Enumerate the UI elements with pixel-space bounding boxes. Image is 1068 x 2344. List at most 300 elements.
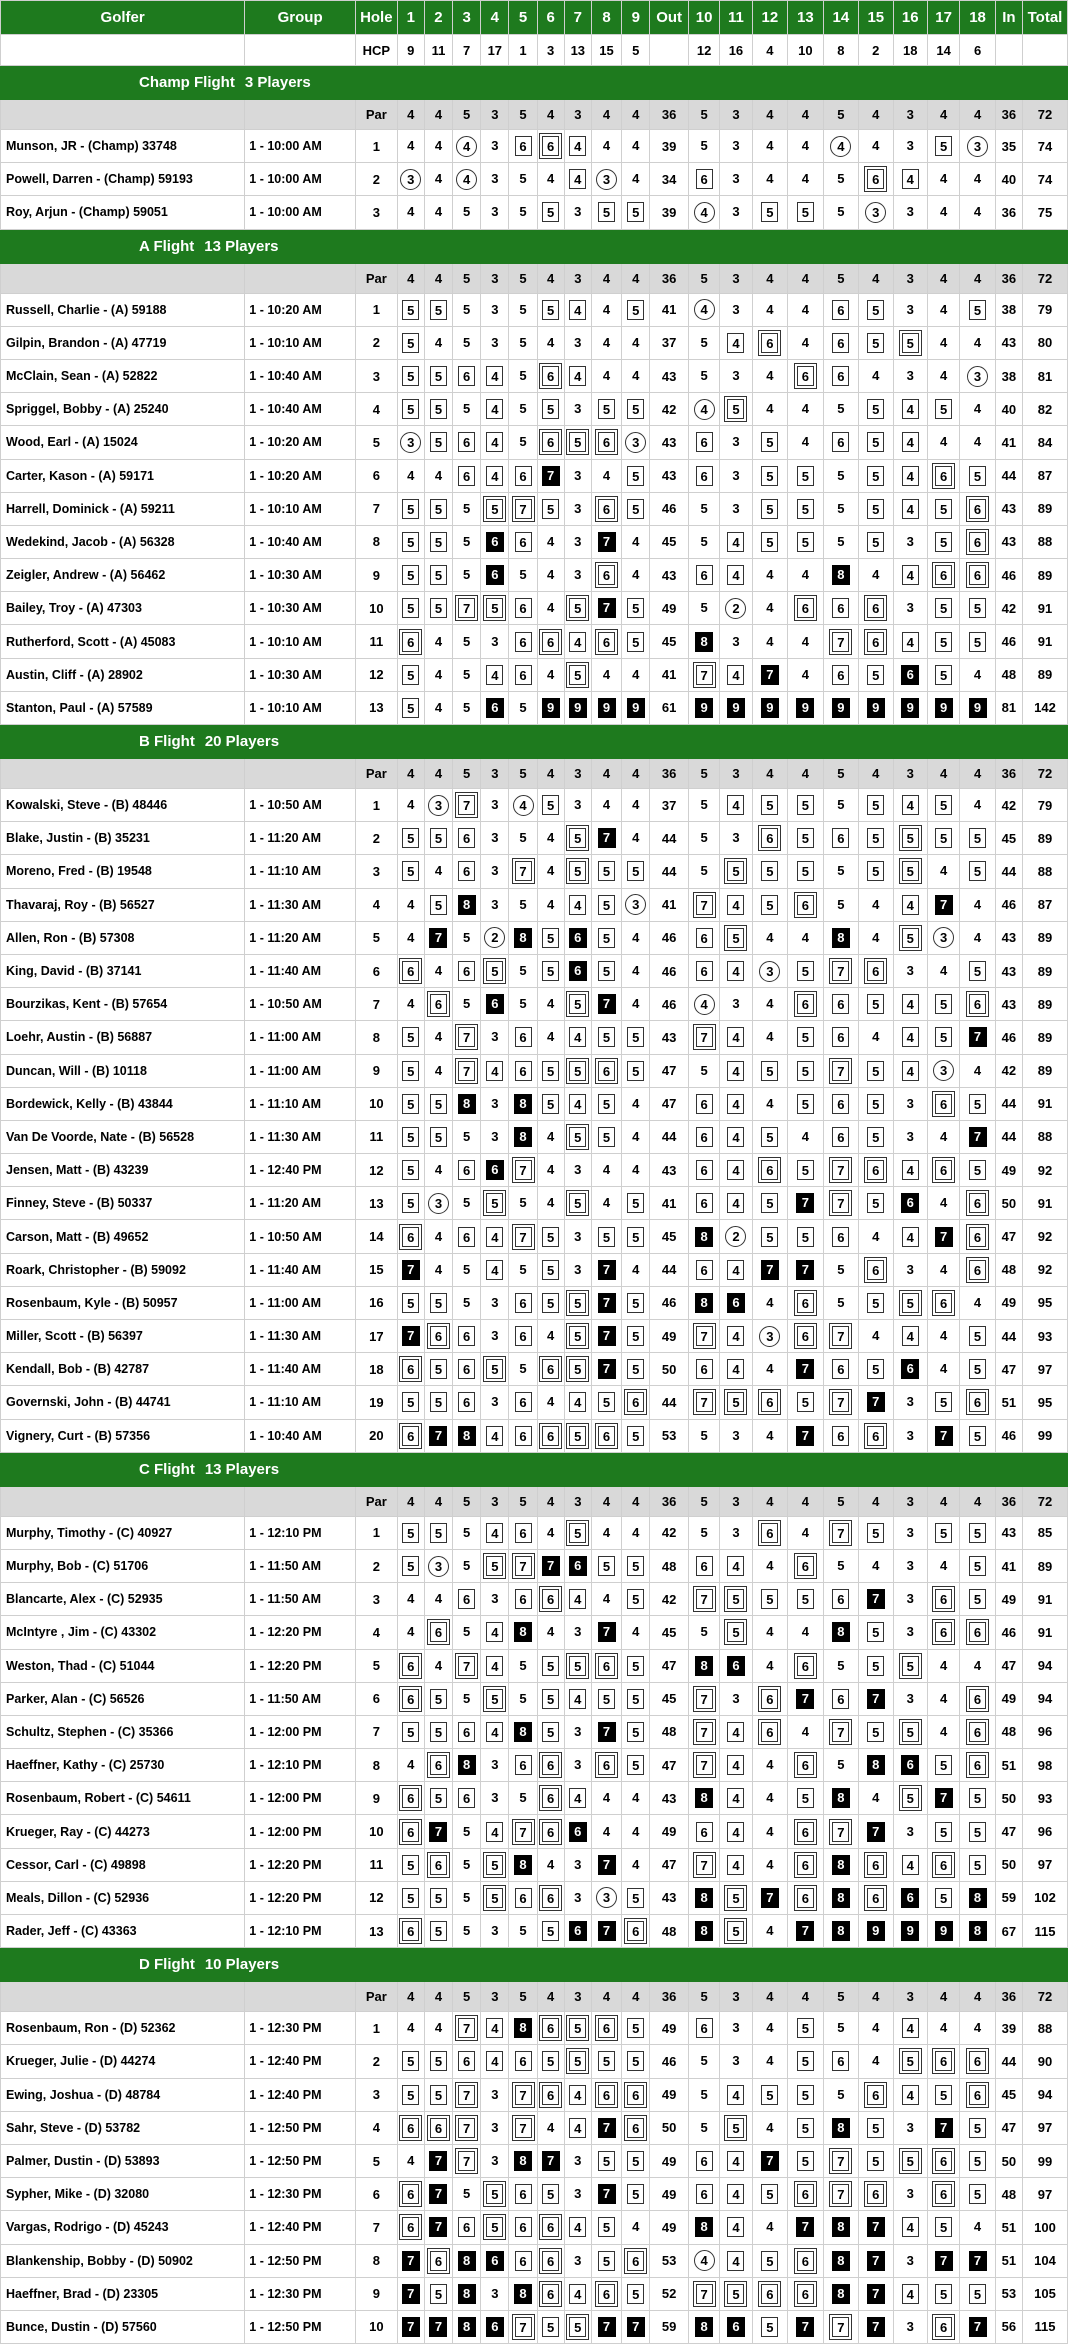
- hole-score: 7: [867, 1589, 885, 1609]
- hole-score: 6: [486, 2317, 504, 2337]
- player-position: 11: [355, 1848, 397, 1881]
- hole-score-cell: [453, 1915, 481, 1948]
- hole-score-cell: [591, 2244, 621, 2277]
- golfer-name[interactable]: Rosenbaum, Robert - (C) 54611: [1, 1782, 245, 1815]
- hole-score: 4: [632, 171, 640, 187]
- hole-score-cell: [788, 1815, 823, 1848]
- player-row[interactable]: [1, 2310, 1068, 2343]
- hole-score-cell: [397, 888, 424, 921]
- golfer-name[interactable]: Rader, Jeff - (C) 43363: [1, 1915, 245, 1948]
- hole-score: 4: [801, 633, 809, 649]
- golfer-name[interactable]: Wood, Earl - (A) 15024: [1, 426, 245, 459]
- golfer-name[interactable]: Zeigler, Andrew - (A) 56462: [1, 559, 245, 592]
- hole-score-cell: [720, 2211, 752, 2244]
- hole-score: 5: [598, 1392, 615, 1412]
- player-row[interactable]: [1, 1915, 1068, 1948]
- hole-score: 6: [542, 1755, 559, 1775]
- par-value: 4: [859, 100, 893, 130]
- hole-score-cell: [788, 592, 823, 625]
- hole-score: 5: [969, 598, 986, 618]
- golfer-name[interactable]: Blankenship, Bobby - (D) 50902: [1, 2244, 245, 2277]
- hole-score: 6: [402, 1822, 419, 1842]
- hole-score: 4: [569, 1094, 586, 1114]
- golfer-name[interactable]: Weston, Thad - (C) 51044: [1, 1649, 245, 1682]
- hole-score: 6: [542, 2085, 559, 2105]
- hole-score: 3: [732, 1427, 740, 1443]
- hole-score: 5: [430, 565, 447, 585]
- hole-score: 7: [969, 1027, 987, 1047]
- hole-score-cell: [591, 1848, 621, 1881]
- player-row[interactable]: [1, 525, 1068, 558]
- golfer-name[interactable]: Haeffner, Kathy - (C) 25730: [1, 1749, 245, 1782]
- golfer-name[interactable]: Rutherford, Scott - (A) 45083: [1, 625, 245, 658]
- col-hole-9[interactable]: 9: [622, 1, 650, 35]
- hole-score: 5: [430, 399, 447, 419]
- golfer-name[interactable]: Rosenbaum, Ron - (D) 52362: [1, 2012, 245, 2045]
- hole-score-cell: [397, 1549, 424, 1582]
- golfer-name[interactable]: Carter, Kason - (A) 59171: [1, 459, 245, 492]
- golfer-name[interactable]: Thavaraj, Roy - (B) 56527: [1, 888, 245, 921]
- player-row[interactable]: [1, 1649, 1068, 1682]
- hole-score: 4: [766, 1029, 774, 1045]
- golfer-name[interactable]: Harrell, Dominick - (A) 59211: [1, 492, 245, 525]
- player-row[interactable]: [1, 1616, 1068, 1649]
- player-row[interactable]: [1, 1253, 1068, 1286]
- golfer-name[interactable]: Haeffner, Brad - (D) 23305: [1, 2277, 245, 2310]
- hole-score: 6: [969, 2085, 986, 2105]
- golfer-name[interactable]: Bourzikas, Kent - (B) 57654: [1, 988, 245, 1021]
- golfer-name[interactable]: Rosenbaum, Kyle - (B) 50957: [1, 1286, 245, 1319]
- hole-score-cell: [622, 459, 650, 492]
- col-out[interactable]: Out: [650, 1, 689, 35]
- golfer-name[interactable]: Loehr, Austin - (B) 56887: [1, 1021, 245, 1054]
- col-hole-6[interactable]: 6: [537, 1, 564, 35]
- player-row[interactable]: [1, 1715, 1068, 1748]
- player-row[interactable]: [1, 2244, 1068, 2277]
- col-hole-10[interactable]: 10: [688, 1, 719, 35]
- col-golfer[interactable]: Golfer: [1, 1, 245, 35]
- hole-score: 4: [602, 301, 611, 317]
- col-hole-3[interactable]: 3: [453, 1, 481, 35]
- hole-score: 4: [407, 2153, 415, 2169]
- hole-score-cell: [960, 2045, 995, 2078]
- col-hole-12[interactable]: 12: [752, 1, 787, 35]
- hole-score: 7: [515, 2118, 532, 2138]
- par-value: 4: [859, 759, 893, 789]
- grand-total: 91: [1022, 625, 1067, 658]
- hole-score-cell: [823, 1220, 858, 1253]
- hole-score-cell: [893, 855, 927, 888]
- golfer-name[interactable]: Powell, Darren - (Champ) 59193: [1, 163, 245, 196]
- hole-score-cell: [720, 1220, 752, 1253]
- player-row[interactable]: [1, 1120, 1068, 1153]
- hole-score-cell: [591, 2012, 621, 2045]
- player-row[interactable]: [1, 888, 1068, 921]
- player-row[interactable]: [1, 2078, 1068, 2111]
- golfer-name[interactable]: Meals, Dillon - (C) 52936: [1, 1881, 245, 1914]
- hole-score: 6: [867, 1855, 884, 1875]
- golfer-name[interactable]: Kowalski, Steve - (B) 48446: [1, 789, 245, 822]
- hole-score-cell: [564, 1649, 591, 1682]
- par-value: 4: [927, 759, 959, 789]
- player-row[interactable]: [1, 459, 1068, 492]
- out-total: 50: [650, 1353, 689, 1386]
- golfer-name[interactable]: Wedekind, Jacob - (A) 56328: [1, 525, 245, 558]
- player-row[interactable]: [1, 658, 1068, 691]
- hole-score-cell: [397, 789, 424, 822]
- hole-score-cell: [720, 1054, 752, 1087]
- golfer-name[interactable]: Miller, Scott - (B) 56397: [1, 1320, 245, 1353]
- hole-score-cell: [960, 1549, 995, 1582]
- player-row[interactable]: [1, 1187, 1068, 1220]
- hole-score-cell: [424, 426, 452, 459]
- hole-score-cell: [424, 988, 452, 1021]
- hole-score: 3: [732, 1690, 740, 1706]
- hole-score: 5: [867, 1622, 884, 1642]
- hole-score: 5: [569, 432, 586, 452]
- golfer-name[interactable]: Vargas, Rodrigo - (D) 45243: [1, 2211, 245, 2244]
- golfer-name[interactable]: Murphy, Timothy - (C) 40927: [1, 1516, 245, 1549]
- hole-score: 5: [598, 2151, 615, 2171]
- hole-score-cell: [688, 1848, 719, 1881]
- hole-score: 4: [902, 994, 919, 1014]
- hole-score: 5: [837, 467, 845, 483]
- player-row[interactable]: [1, 921, 1068, 954]
- player-row[interactable]: [1, 1021, 1068, 1054]
- hole-score: 9: [935, 1921, 953, 1941]
- hole-score: 4: [727, 1755, 744, 1775]
- hole-score-cell: [893, 163, 927, 196]
- hole-score-cell: [788, 1253, 823, 1286]
- golfer-name[interactable]: Schultz, Stephen - (C) 35366: [1, 1715, 245, 1748]
- col-hole-7[interactable]: 7: [564, 1, 591, 35]
- golfer-name[interactable]: Sypher, Mike - (D) 32080: [1, 2178, 245, 2211]
- hole-score-cell: [859, 1120, 893, 1153]
- hole-score: 5: [598, 2251, 615, 2271]
- out-total: 44: [650, 1386, 689, 1419]
- in-total: 46: [995, 1021, 1022, 1054]
- hole-score: 5: [402, 828, 419, 848]
- par-total: 72: [1022, 1486, 1067, 1516]
- hole-score-cell: [509, 459, 537, 492]
- player-row[interactable]: [1, 2012, 1068, 2045]
- hole-score-cell: [927, 1154, 959, 1187]
- hole-score-cell: [622, 1120, 650, 1153]
- col-hole-17[interactable]: 17: [927, 1, 959, 35]
- golfer-name[interactable]: Bunce, Dustin - (D) 57560: [1, 2310, 245, 2343]
- hole-score: 9: [867, 1921, 885, 1941]
- golfer-name[interactable]: Austin, Cliff - (A) 28902: [1, 658, 245, 691]
- hole-score: 4: [632, 929, 640, 945]
- golfer-name[interactable]: Blake, Justin - (B) 35231: [1, 822, 245, 855]
- player-row[interactable]: [1, 2144, 1068, 2177]
- player-row[interactable]: [1, 1815, 1068, 1848]
- hole-score: 6: [598, 432, 615, 452]
- player-row[interactable]: [1, 1682, 1068, 1715]
- hole-score-cell: [564, 1682, 591, 1715]
- hole-score-cell: [927, 2310, 959, 2343]
- golfer-name[interactable]: Jensen, Matt - (B) 43239: [1, 1154, 245, 1187]
- col-hole-14[interactable]: 14: [823, 1, 858, 35]
- hole-score-cell: [481, 492, 509, 525]
- hole-score: 5: [430, 1293, 447, 1313]
- col-hole-2[interactable]: 2: [424, 1, 452, 35]
- player-row[interactable]: [1, 691, 1068, 724]
- hole-score: 6: [797, 1888, 814, 1908]
- golfer-name[interactable]: Van De Voorde, Nate - (B) 56528: [1, 1120, 245, 1153]
- hole-score: 6: [797, 1556, 814, 1576]
- golfer-name[interactable]: Palmer, Dustin - (D) 53893: [1, 2144, 245, 2177]
- player-row[interactable]: [1, 1583, 1068, 1616]
- golfer-name[interactable]: Murphy, Bob - (C) 51706: [1, 1549, 245, 1582]
- hole-score: 8: [695, 1788, 713, 1808]
- player-row[interactable]: [1, 2045, 1068, 2078]
- player-position: 7: [355, 1715, 397, 1748]
- out-total: 47: [650, 1749, 689, 1782]
- hole-score-cell: [591, 1583, 621, 1616]
- grand-total: 89: [1022, 988, 1067, 1021]
- hole-score-cell: [509, 1649, 537, 1682]
- hole-score-cell: [788, 293, 823, 326]
- hole-score: 5: [542, 2317, 559, 2337]
- hole-score: 5: [627, 1193, 644, 1213]
- hole-score: 7: [796, 1426, 814, 1446]
- col-hole-1[interactable]: 1: [397, 1, 424, 35]
- hole-score-cell: [752, 1353, 787, 1386]
- hole-score-cell: [397, 1253, 424, 1286]
- hole-score-cell: [859, 130, 893, 163]
- col-total[interactable]: Total: [1022, 1, 1067, 35]
- golfer-name[interactable]: Krueger, Ray - (C) 44273: [1, 1815, 245, 1848]
- golfer-name[interactable]: Allen, Ron - (B) 57308: [1, 921, 245, 954]
- golfer-name[interactable]: Munson, JR - (Champ) 33748: [1, 130, 245, 163]
- golfer-name[interactable]: Spriggel, Bobby - (A) 25240: [1, 393, 245, 426]
- player-row[interactable]: [1, 1087, 1068, 1120]
- player-row[interactable]: [1, 559, 1068, 592]
- hole-score-cell: [481, 1815, 509, 1848]
- par-blank: [1, 1486, 245, 1516]
- player-row[interactable]: [1, 855, 1068, 888]
- par-label: Par: [355, 263, 397, 293]
- col-hole[interactable]: Hole: [355, 1, 397, 35]
- hole-score-cell: [688, 2045, 719, 2078]
- golfer-name[interactable]: King, David - (B) 37141: [1, 954, 245, 987]
- hole-score: 6: [569, 961, 587, 981]
- out-total: 37: [650, 789, 689, 822]
- par-value: 5: [453, 263, 481, 293]
- hole-score: 4: [407, 1624, 415, 1640]
- hole-score-cell: [537, 2144, 564, 2177]
- hole-score: 7: [598, 1260, 616, 1280]
- hole-score-cell: [424, 196, 452, 229]
- player-row[interactable]: [1, 2211, 1068, 2244]
- hole-score-cell: [960, 2078, 995, 2111]
- hole-score-cell: [823, 855, 858, 888]
- player-row[interactable]: [1, 1320, 1068, 1353]
- player-row[interactable]: [1, 492, 1068, 525]
- hole-score: 4: [434, 863, 443, 879]
- golfer-name[interactable]: Gilpin, Brandon - (A) 47719: [1, 326, 245, 359]
- hole-score-cell: [537, 196, 564, 229]
- golfer-name[interactable]: Bordewick, Kelly - (B) 43844: [1, 1087, 245, 1120]
- hole-score-cell: [397, 2211, 424, 2244]
- par-value: 5: [453, 1486, 481, 1516]
- col-hole-11[interactable]: 11: [720, 1, 752, 35]
- hole-score: 5: [700, 138, 708, 154]
- hole-score: 5: [935, 1888, 952, 1908]
- player-row[interactable]: [1, 1386, 1068, 1419]
- hole-score: 7: [515, 861, 532, 881]
- col-hole-16[interactable]: 16: [893, 1, 927, 35]
- hole-score-cell: [788, 196, 823, 229]
- hole-score: 4: [872, 368, 880, 384]
- hole-score: 7: [402, 2284, 420, 2304]
- golfer-name[interactable]: Krueger, Julie - (D) 44274: [1, 2045, 245, 2078]
- hole-score-cell: [622, 2277, 650, 2310]
- player-row[interactable]: [1, 1154, 1068, 1187]
- hole-score: 5: [463, 1624, 471, 1640]
- golfer-name[interactable]: Kendall, Bob - (B) 42787: [1, 1353, 245, 1386]
- hole-score-cell: [960, 888, 995, 921]
- player-row[interactable]: [1, 1286, 1068, 1319]
- player-row[interactable]: [1, 393, 1068, 426]
- golfer-name[interactable]: Governski, John - (B) 44741: [1, 1386, 245, 1419]
- hole-score-cell: [397, 1583, 424, 1616]
- golfer-name[interactable]: Stanton, Paul - (A) 57589: [1, 691, 245, 724]
- player-row[interactable]: [1, 359, 1068, 392]
- hole-score-cell: [591, 559, 621, 592]
- in-total: 44: [995, 1087, 1022, 1120]
- hole-score: 8: [514, 2018, 532, 2038]
- player-row[interactable]: [1, 822, 1068, 855]
- player-row[interactable]: [1, 2111, 1068, 2144]
- col-hole-5[interactable]: 5: [509, 1, 537, 35]
- tee-group: 1 - 11:50 AM: [245, 1549, 356, 1582]
- hole-score-cell: [960, 2178, 995, 2211]
- golfer-name[interactable]: Carson, Matt - (B) 49652: [1, 1220, 245, 1253]
- player-row[interactable]: [1, 1516, 1068, 1549]
- hole-score-cell: [453, 2244, 481, 2277]
- hole-score: 4: [407, 996, 415, 1012]
- grand-total: 89: [1022, 559, 1067, 592]
- golfer-name[interactable]: Finney, Steve - (B) 50337: [1, 1187, 245, 1220]
- golfer-name[interactable]: Russell, Charlie - (A) 59188: [1, 293, 245, 326]
- golfer-name[interactable]: McClain, Sean - (A) 52822: [1, 359, 245, 392]
- player-row[interactable]: [1, 1054, 1068, 1087]
- player-row[interactable]: [1, 1549, 1068, 1582]
- col-group[interactable]: Group: [245, 1, 356, 35]
- golfer-name[interactable]: Duncan, Will - (B) 10118: [1, 1054, 245, 1087]
- col-hole-8[interactable]: 8: [591, 1, 621, 35]
- hole-score: 5: [402, 1392, 419, 1412]
- hole-score: 6: [515, 1888, 532, 1908]
- col-hole-15[interactable]: 15: [859, 1, 893, 35]
- hole-score-cell: [481, 359, 509, 392]
- golfer-name[interactable]: Roark, Christopher - (B) 59092: [1, 1253, 245, 1286]
- player-row[interactable]: [1, 625, 1068, 658]
- hole-score: 6: [727, 1293, 745, 1313]
- player-row[interactable]: [1, 426, 1068, 459]
- hole-score-cell: [509, 2144, 537, 2177]
- hole-score-cell: [509, 1286, 537, 1319]
- player-row[interactable]: [1, 988, 1068, 1021]
- hole-score: 4: [801, 1624, 809, 1640]
- hole-score: 6: [542, 1359, 559, 1379]
- hole-score: 5: [797, 2018, 814, 2038]
- hole-score-cell: [688, 1915, 719, 1948]
- player-row[interactable]: [1, 1419, 1068, 1452]
- player-row[interactable]: [1, 1749, 1068, 1782]
- flight-player-count: 13 Players: [204, 1460, 280, 1478]
- hole-score-cell: [752, 393, 787, 426]
- tee-group: 1 - 11:30 AM: [245, 1120, 356, 1153]
- golfer-name[interactable]: Blancarte, Alex - (C) 52935: [1, 1583, 245, 1616]
- hole-score: 5: [569, 1293, 586, 1313]
- col-hole-18[interactable]: 18: [960, 1, 995, 35]
- hole-score-cell: [752, 2178, 787, 2211]
- hole-score: 4: [632, 1856, 640, 1872]
- player-row[interactable]: [1, 326, 1068, 359]
- hole-score: 5: [627, 861, 644, 881]
- hole-score: 5: [935, 136, 952, 156]
- hcp-blank: [1022, 35, 1067, 66]
- player-row[interactable]: [1, 1782, 1068, 1815]
- player-row[interactable]: [1, 592, 1068, 625]
- player-row[interactable]: [1, 1220, 1068, 1253]
- player-row[interactable]: [1, 2178, 1068, 2211]
- hole-score: 4: [902, 1160, 919, 1180]
- golfer-name[interactable]: McIntyre , Jim - (C) 43302: [1, 1616, 245, 1649]
- player-row[interactable]: [1, 2277, 1068, 2310]
- player-row[interactable]: [1, 1353, 1068, 1386]
- player-row[interactable]: [1, 789, 1068, 822]
- golfer-name[interactable]: Moreno, Fred - (B) 19548: [1, 855, 245, 888]
- player-row[interactable]: [1, 293, 1068, 326]
- golfer-name[interactable]: Bailey, Troy - (A) 47303: [1, 592, 245, 625]
- golfer-name[interactable]: Parker, Alan - (C) 56526: [1, 1682, 245, 1715]
- hole-score: 7: [832, 961, 849, 981]
- hole-score: 9: [796, 698, 814, 718]
- player-row[interactable]: [1, 1848, 1068, 1881]
- player-row[interactable]: [1, 1881, 1068, 1914]
- hole-score-cell: [591, 293, 621, 326]
- col-hole-13[interactable]: 13: [788, 1, 823, 35]
- hole-score: 7: [969, 1127, 987, 1147]
- player-row[interactable]: [1, 196, 1068, 229]
- col-in[interactable]: In: [995, 1, 1022, 35]
- golfer-name[interactable]: Ewing, Joshua - (D) 48784: [1, 2078, 245, 2111]
- player-row[interactable]: [1, 954, 1068, 987]
- golfer-name[interactable]: Roy, Arjun - (Champ) 59051: [1, 196, 245, 229]
- golfer-name[interactable]: Cessor, Carl - (C) 49898: [1, 1848, 245, 1881]
- hole-score: 6: [458, 1160, 475, 1180]
- flight-header: [1, 1452, 1068, 1486]
- par-value: 4: [788, 759, 823, 789]
- par-row: [1, 1982, 1068, 2012]
- hole-score: 3: [574, 401, 582, 417]
- golfer-name[interactable]: Sahr, Steve - (D) 53782: [1, 2111, 245, 2144]
- grand-total: 82: [1022, 393, 1067, 426]
- hole-score: 7: [696, 1855, 713, 1875]
- col-hole-4[interactable]: 4: [481, 1, 509, 35]
- golfer-name[interactable]: Vignery, Curt - (B) 57356: [1, 1419, 245, 1452]
- hole-score: 3: [906, 2318, 914, 2334]
- out-total: 49: [650, 2211, 689, 2244]
- hole-score-cell: [788, 1220, 823, 1253]
- player-row[interactable]: [1, 130, 1068, 163]
- player-row[interactable]: [1, 163, 1068, 196]
- hole-score: 4: [766, 600, 774, 616]
